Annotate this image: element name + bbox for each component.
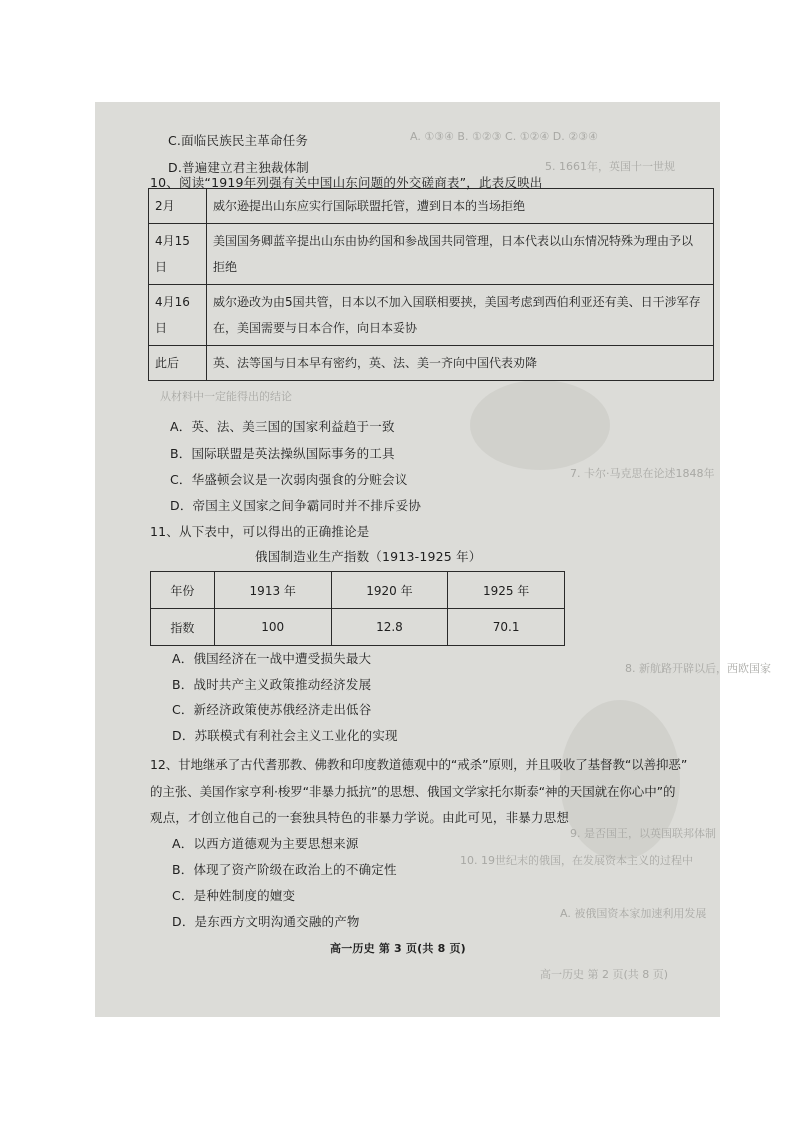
q10-option-c: C．华盛顿会议是一次弱肉强食的分赃会议 [170,472,408,487]
table-cell-date: 4月15日 [149,224,207,285]
table-cell-text: 英、法等国与日本早有密约，英、法、美一齐向中国代表劝降 [207,346,714,381]
ghost-text: A. 被俄国资本家加速利用发展 [560,907,707,920]
q10-option-a: A．英、法、美三国的国家利益趋于一致 [170,419,395,434]
q11-option-c: C．新经济政策使苏俄经济走出低谷 [172,702,372,717]
ghost-text: 5. 1661年，英国十一世规 [545,160,675,173]
q12-stem-line1: 12、甘地继承了古代耆那教、佛教和印度教道德观中的“戒杀”原则，并且吸收了基督教“以善抑恶” [150,757,688,772]
table-row [149,285,714,346]
table-cell: 12.8 [331,609,448,646]
q9-option-d: D.普遍建立君主独裁体制 [168,160,309,175]
q12-stem-line3: 观点，才创立他自己的一套独具特色的非暴力学说。由此可见，非暴力思想 [150,810,570,825]
ghost-text: 9. 是否国王，以英国联邦体制 [570,827,716,840]
ghost-text: 7. 卡尔·马克思在论述1848年 [570,467,715,480]
table-cell-text: 威尔逊提出山东应实行国际联盟托管，遭到日本的当场拒绝 [207,189,714,224]
q10-stem: 10、阅读“1919年列强有关中国山东问题的外交磋商表”，此表反映出 [150,175,543,190]
q12-option-a: A．以西方道德观为主要思想来源 [172,836,359,851]
q10-table [148,188,714,381]
q11-option-b: B．战时共产主义政策推动经济发展 [172,677,372,692]
table-cell-date: 此后 [149,346,207,381]
ghost-text: 10. 19世纪末的俄国，在发展资本主义的过程中 [460,854,693,867]
table-cell-line: 在，美国需要与日本合作，向日本妥协 [213,321,418,335]
stain [470,380,610,470]
page-footer: 高一历史 第 3 页(共 8 页) [330,942,466,955]
ghost-text: 8. 新航路开辟以后，西欧国家 [625,662,771,675]
table-cell: 指数 [151,609,215,646]
table-cell-line: 美国国务卿蓝辛提出山东由协约国和参战国共同管理，日本代表以山东情况特殊为理由予以 [213,234,694,248]
q12-stem-line2: 的主张、美国作家亨利·梭罗“非暴力抵抗”的思想、俄国文学家托尔斯泰“神的天国就在你心中”的 [150,784,676,799]
table-row [151,572,565,609]
q12-option-d: D．是东西方文明沟通交融的产物 [172,914,360,929]
q12-option-c: C．是种姓制度的嬗变 [172,888,296,903]
q11-option-a: A．俄国经济在一战中遭受损失最大 [172,651,372,666]
table-row [151,609,565,646]
table-header-cell: 1925 年 [448,572,565,609]
q9-option-c: C.面临民族民主革命任务 [168,133,309,148]
table-row [149,189,714,224]
table-cell-line: 拒绝 [213,260,238,274]
table-cell: 70.1 [448,609,565,646]
table-row [149,224,714,285]
q11-table-caption: 俄国制造业生产指数（1913-1925 年） [255,549,482,564]
table-cell-text [207,224,714,285]
q11-stem: 11、从下表中，可以得出的正确推论是 [150,524,370,539]
q11-option-d: D．苏联模式有利社会主义工业化的实现 [172,728,398,743]
q10-option-d: D．帝国主义国家之间争霸同时并不排斥妥协 [170,498,422,513]
table-header-cell: 1920 年 [331,572,448,609]
table-header-cell: 年份 [151,572,215,609]
table-cell-date: 2月 [149,189,207,224]
table-cell: 100 [214,609,331,646]
q11-table [150,571,565,646]
table-cell-line: 威尔逊改为由5国共管，日本以不加入国联相要挟，美国考虑到西伯利亚还有美、日干涉军存 [213,295,701,309]
ghost-text: 从材料中一定能得出的结论 [160,390,292,403]
ghost-text: 高一历史 第 2 页(共 8 页) [540,968,669,981]
table-cell-date: 4月16日 [149,285,207,346]
ghost-text: A. ①③④ B. ①②③ C. ①②④ D. ②③④ [410,130,598,143]
table-cell-text [207,285,714,346]
q10-option-b: B．国际联盟是英法操纵国际事务的工具 [170,446,395,461]
table-header-cell: 1913 年 [214,572,331,609]
table-row [149,346,714,381]
q12-option-b: B．体现了资产阶级在政治上的不确定性 [172,862,397,877]
